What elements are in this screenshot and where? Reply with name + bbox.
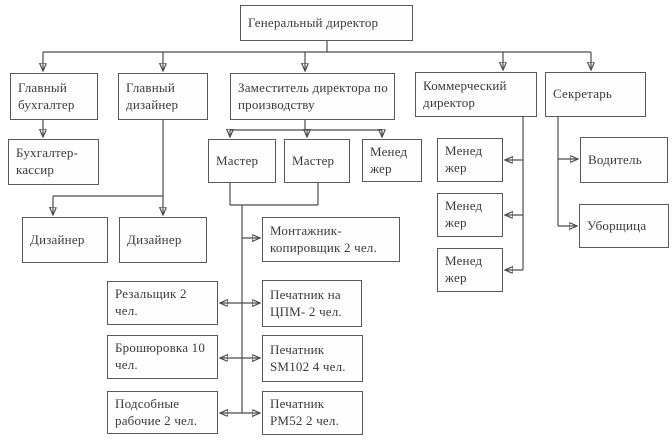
node-label: Главный бухгалтер (18, 79, 75, 112)
node-label: Менед жер (445, 143, 483, 175)
node-label: Заместитель директора по производству (238, 79, 388, 112)
org-node-cutter (107, 281, 218, 325)
node-label: Генеральный директор (248, 14, 379, 30)
org-node-installer-copier (262, 217, 400, 262)
node-label: Главный дизайнер (126, 79, 179, 112)
org-node-general-director (240, 5, 413, 41)
node-label: Резальщик 2 чел. (115, 286, 187, 318)
org-node-secretary (545, 72, 646, 117)
node-label: Секретарь (553, 86, 613, 102)
org-node-chief-designer (118, 73, 208, 120)
node-label: Бухгалтер-кассир (16, 145, 79, 177)
node-label: Коммерческий директор (423, 77, 507, 110)
org-node-manager-commercial-2 (437, 193, 503, 237)
node-label: Мастер (216, 152, 259, 168)
org-node-printer-pm52 (262, 391, 363, 435)
org-node-master-1 (208, 139, 276, 183)
org-node-manager-commercial-1 (437, 138, 503, 182)
org-node-chief-accountant (10, 73, 98, 120)
org-node-deputy-director-production (230, 73, 395, 120)
org-node-bindery (107, 335, 218, 379)
org-node-manager-commercial-3 (437, 248, 503, 292)
node-label: Менед жер (445, 198, 483, 230)
node-label: Печатник РМ52 2 чел. (270, 396, 340, 428)
node-label: Мастер (292, 152, 335, 168)
org-node-designer-2 (119, 217, 207, 263)
node-label: Монтажник-копировщик 2 чел. (270, 222, 377, 255)
org-node-accountant-cashier (8, 139, 99, 185)
org-node-auxiliary-workers (107, 391, 218, 434)
org-node-designer-1 (22, 217, 108, 263)
node-label: Брошюровка 10 чел. (115, 340, 206, 372)
org-node-printer-cpm (262, 280, 362, 327)
node-label: Подсобные рабочие 2 чел. (115, 395, 198, 428)
org-node-cleaner (579, 204, 669, 248)
org-node-driver (580, 137, 668, 183)
org-node-commercial-director (415, 72, 537, 117)
node-label: Дизайнер (127, 231, 182, 247)
node-label: Печатник SM102 4 чел. (270, 341, 346, 374)
node-label: Менед жер (370, 143, 408, 176)
org-node-master-2 (284, 139, 350, 183)
node-label: Дизайнер (30, 231, 85, 247)
node-label: Водитель (588, 151, 642, 167)
node-label: Печатник на ЦПМ- 2 чел. (270, 286, 342, 319)
node-label: Уборщица (587, 217, 647, 233)
node-label: Менед жер (445, 253, 483, 285)
org-node-manager-production (362, 139, 422, 182)
org-node-printer-sm102 (262, 335, 363, 382)
